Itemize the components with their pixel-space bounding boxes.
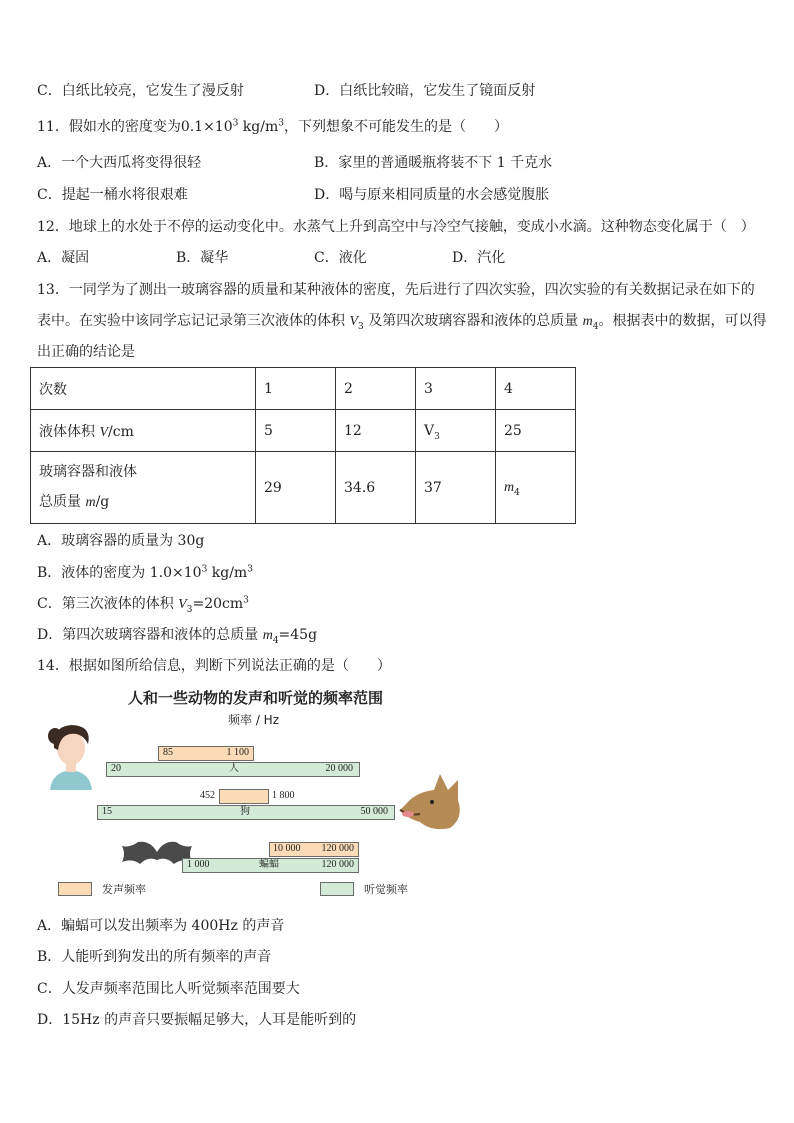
human-hear-high: 20 000 (325, 763, 353, 774)
q14-option-b: B．人能听到狗发出的所有频率的声音 (37, 949, 272, 965)
figure-unit-label: 频率 / Hz (228, 713, 279, 727)
q11-option-a: A．一个大西瓜将变得很轻 (37, 155, 202, 171)
bat-sound-high: 120 000 (321, 843, 354, 854)
q13-data-table (30, 367, 576, 524)
dog-hearing-range-bar (97, 805, 395, 820)
q14-option-a: A．蝙蝠可以发出频率为 400Hz 的声音 (37, 918, 285, 934)
q13-stem-line3: 出正确的结论是 (37, 344, 135, 360)
q13-stem-line1: 13．一同学为了测出一玻璃容器的质量和某种液体的密度，先后进行了四次实验，四次实验的有关数据记录在如下的 (37, 282, 755, 298)
bat-hear-low: 1 000 (187, 859, 210, 870)
q12-option-b: B．凝华 (176, 250, 229, 266)
q11-stem: 11．假如水的密度变为$0.1\times 10^3$ $kg/m^3$，下列想象不可能发生的是（ ） (37, 118, 508, 135)
table-cell: 12 (336, 410, 416, 452)
table-cell: 37 (416, 452, 496, 524)
table-cell: $V_3$ (416, 410, 496, 452)
table-cell: 液体体积 V/cm (31, 410, 256, 452)
q12-stem: 12．地球上的水处于不停的运动变化中。水蒸气上升到高空中与冷空气接触，变成小水滴。这种物态变化属于（ ） (37, 219, 755, 235)
bat-sound-range-bar (269, 842, 359, 857)
q13-option-c: C．第三次液体的体积 $V_3=20cm^3$ (37, 595, 249, 615)
dog-hear-low: 15 (102, 806, 112, 817)
human-label: 人 (229, 763, 239, 774)
table-cell: 玻璃容器和液体 总质量 m/g (31, 452, 256, 524)
table-cell: 34.6 (336, 452, 416, 524)
human-sound-high: 1 100 (226, 747, 249, 758)
q10-option-d: D．白纸比较暗，它发生了镜面反射 (314, 83, 536, 99)
human-sound-low: 85 (163, 747, 173, 758)
bat-hearing-range-bar (182, 858, 359, 873)
dog-sound-low: 452 (200, 790, 215, 801)
q13-option-b: B．液体的密度为 $1.0\times 10^3$ $kg/m^3$ (37, 564, 253, 581)
q11-option-c: C．提起一桶水将很艰难 (37, 187, 188, 203)
legend-sound-swatch (58, 882, 92, 896)
q13-option-d: D．第四次玻璃容器和液体的总质量 $m_4=45g$ (37, 627, 318, 646)
q14-stem: 14．根据如图所给信息，判断下列说法正确的是（ ） (37, 658, 391, 674)
q12-option-a: A．凝固 (37, 250, 90, 266)
table-cell: 4 (496, 368, 576, 410)
table-row (31, 368, 576, 410)
q11-option-b: B．家里的普通暖瓶将装不下 1 千克水 (314, 155, 553, 171)
table-cell: 3 (416, 368, 496, 410)
q10-option-c: C．白纸比较亮，它发生了漫反射 (37, 83, 244, 99)
dog-hear-high: 50 000 (360, 806, 388, 817)
bat-hear-high: 120 000 (321, 859, 354, 870)
dog-sound-range-bar (219, 789, 269, 804)
legend-hearing-swatch (320, 882, 354, 896)
woman-illustration (42, 718, 100, 790)
human-hearing-range-bar (106, 762, 360, 777)
dog-illustration (396, 770, 466, 832)
q14-option-d: D．15Hz 的声音只要振幅足够大，人耳是能听到的 (37, 1012, 357, 1028)
q14-option-c: C．人发声频率范围比人听觉频率范围要大 (37, 981, 300, 997)
legend-hearing-label: 听觉频率 (364, 883, 408, 896)
frequency-range-figure (40, 684, 470, 904)
q12-option-c: C．液化 (314, 250, 367, 266)
table-cell: $m_4$ (496, 452, 576, 524)
dog-sound-high: 1 800 (272, 790, 295, 801)
human-sound-range-bar (158, 746, 254, 761)
table-cell: 29 (256, 452, 336, 524)
bat-label: 蝙蝠 (259, 859, 279, 870)
bat-sound-low: 10 000 (273, 843, 301, 854)
table-row (31, 410, 576, 452)
q12-option-d: D．汽化 (452, 250, 506, 266)
table-cell: 次数 (31, 368, 256, 410)
q13-option-a: A．玻璃容器的质量为 30g (37, 533, 205, 549)
dog-label: 狗 (240, 806, 250, 817)
table-cell: 1 (256, 368, 336, 410)
legend-sound-label: 发声频率 (102, 883, 146, 896)
table-cell: 2 (336, 368, 416, 410)
table-cell: 25 (496, 410, 576, 452)
table-row (31, 452, 576, 524)
table-cell: 5 (256, 410, 336, 452)
q13-stem-line2: 表中。在实验中该同学忘记记录第三次液体的体积 $V_3$ 及第四次玻璃容器和液体的总质量 $m_4$。根据表中的数据，可以得 (37, 313, 767, 332)
human-hear-low: 20 (111, 763, 121, 774)
figure-title: 人和一些动物的发声和听觉的频率范围 (128, 689, 384, 707)
q11-option-d: D．喝与原来相同质量的水会感觉腹胀 (314, 187, 550, 203)
